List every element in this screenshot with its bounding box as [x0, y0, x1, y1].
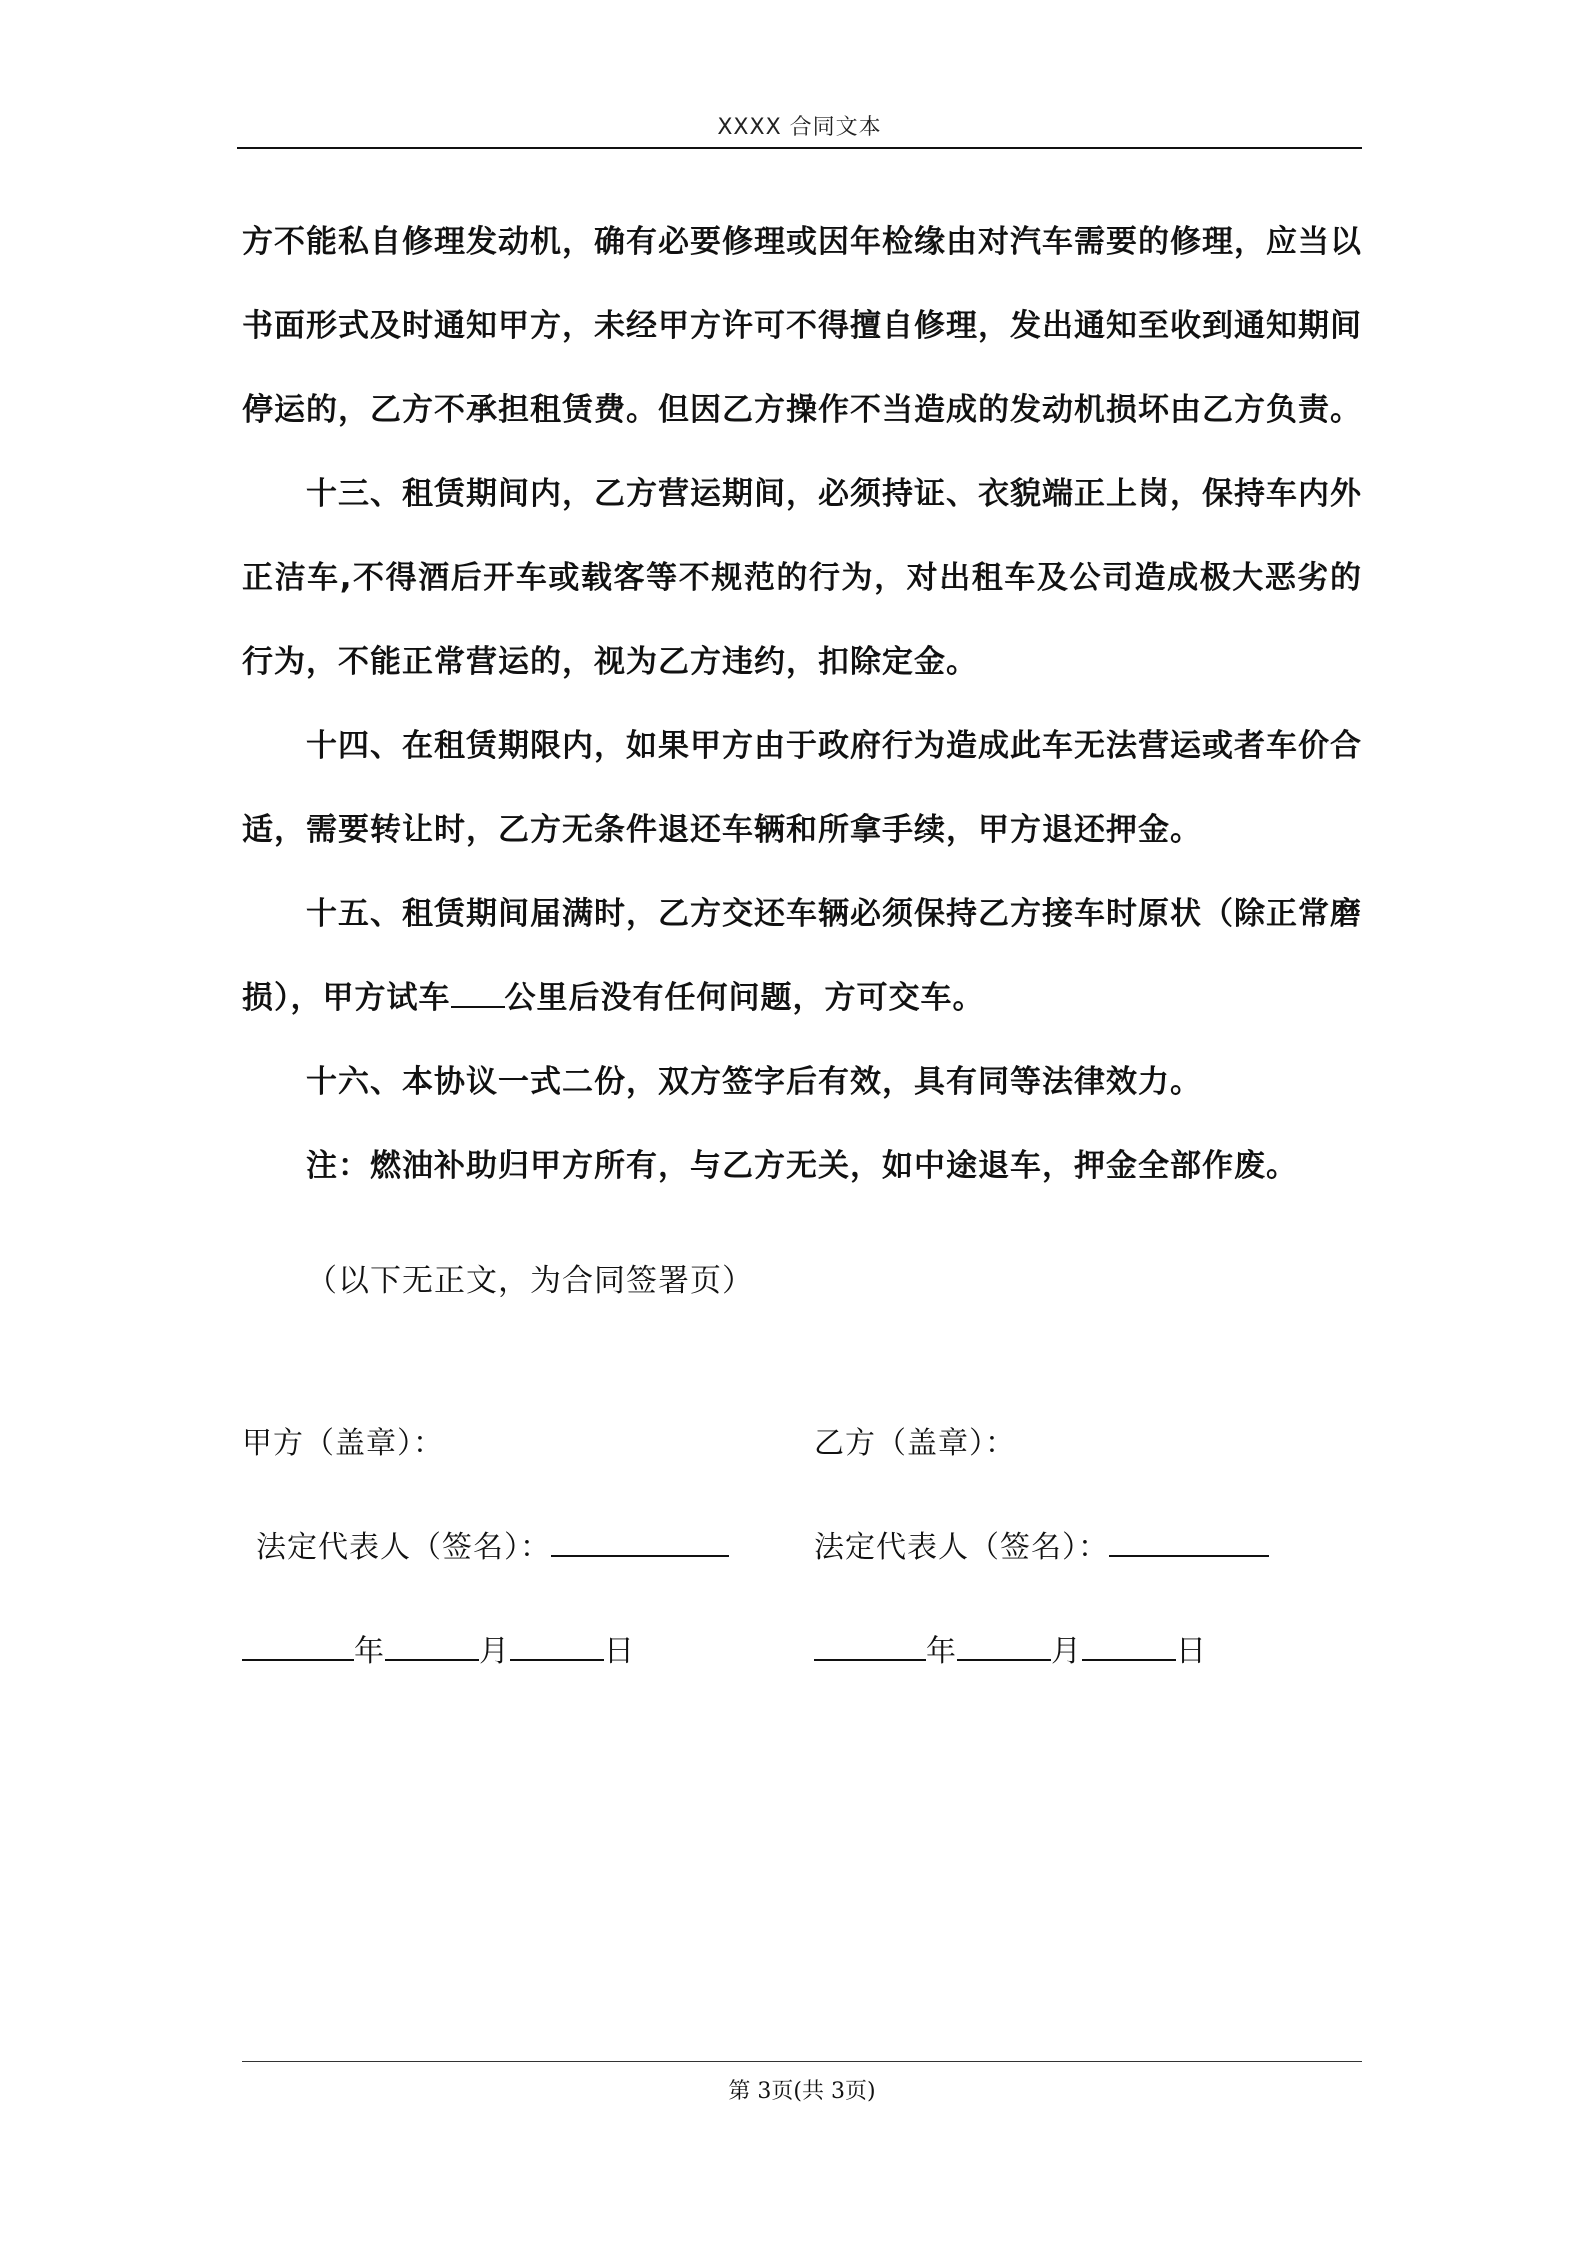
party-b-representative-row — [814, 1522, 1269, 1566]
party-b-month-blank — [957, 1629, 1051, 1661]
party-a-date-row — [242, 1626, 635, 1670]
article-15-text-b: 公里后没有任何问题，方可交车。 — [504, 980, 985, 1016]
party-a-day-blank — [510, 1629, 604, 1661]
party-a-month-blank — [385, 1629, 479, 1661]
party-b-day-label: 日 — [1176, 1634, 1207, 1669]
contract-body — [242, 200, 1362, 1208]
party-b-date-row — [814, 1626, 1207, 1670]
paragraph-article-16: 十六、本协议一式二份，双方签字后有效，具有同等法律效力。 — [306, 1064, 1202, 1100]
paragraph-article-13: 十三、租赁期间内，乙方营运期间，必须持证、衣貌端正上岗，保持车内外正洁车,不得酒后开车或载客等不规范的行为，对出租车及公司造成极大恶劣的行为，不能正常营运的，视为乙方违约，扣除定金。 — [242, 476, 1362, 680]
party-a-representative-row — [256, 1522, 729, 1566]
header-rule — [237, 147, 1362, 149]
page-header-title: XXXX 合同文本 — [717, 115, 882, 140]
paragraph-article-15 — [242, 872, 1362, 1040]
no-more-text-note: （以下无正文，为合同签署页） — [306, 1263, 754, 1299]
party-b-year-label: 年 — [926, 1634, 957, 1669]
party-a-year-label: 年 — [354, 1634, 385, 1669]
paragraph-note: 注：燃油补助归甲方所有，与乙方无关，如中途退车，押金全部作废。 — [306, 1148, 1298, 1184]
party-b-signature-line — [1109, 1525, 1269, 1557]
party-a-month-label: 月 — [479, 1634, 510, 1669]
article-15-text-a: 十五、租赁期间届满时，乙方交还车辆必须保持乙方接车时原状（除正常磨损），甲方试车 — [242, 896, 1362, 1016]
party-b-month-label: 月 — [1051, 1634, 1082, 1669]
paragraph-engine-repair: 方不能私自修理发动机，确有必要修理或因年检缘由对汽车需要的修理，应当以书面形式及时通知甲方，未经甲方许可不得擅自修理，发出通知至收到通知期间停运的，乙方不承担租赁费。但因乙方操作不当造成的发动机损坏由乙方负责。 — [242, 224, 1362, 428]
party-a-signature-line — [551, 1525, 729, 1557]
party-a-year-blank — [242, 1629, 354, 1661]
test-drive-km-blank — [451, 978, 505, 1008]
party-a-day-label: 日 — [604, 1634, 635, 1669]
party-b-seal-label: 乙方（盖章）： — [814, 1426, 1016, 1461]
paragraph-article-14: 十四、在租赁期限内，如果甲方由于政府行为造成此车无法营运或者车价合适，需要转让时，乙方无条件退还车辆和所拿手续，甲方退还押金。 — [242, 728, 1362, 848]
page-number: 第 3页(共 3页) — [728, 2079, 876, 2104]
party-b-year-blank — [814, 1629, 926, 1661]
party-b-representative-label: 法定代表人（签名）： — [814, 1530, 1109, 1565]
party-b-day-blank — [1082, 1629, 1176, 1661]
footer-rule — [242, 2061, 1362, 2062]
party-a-representative-label: 法定代表人（签名）： — [256, 1530, 551, 1565]
party-a-seal-label: 甲方（盖章）： — [242, 1426, 444, 1461]
